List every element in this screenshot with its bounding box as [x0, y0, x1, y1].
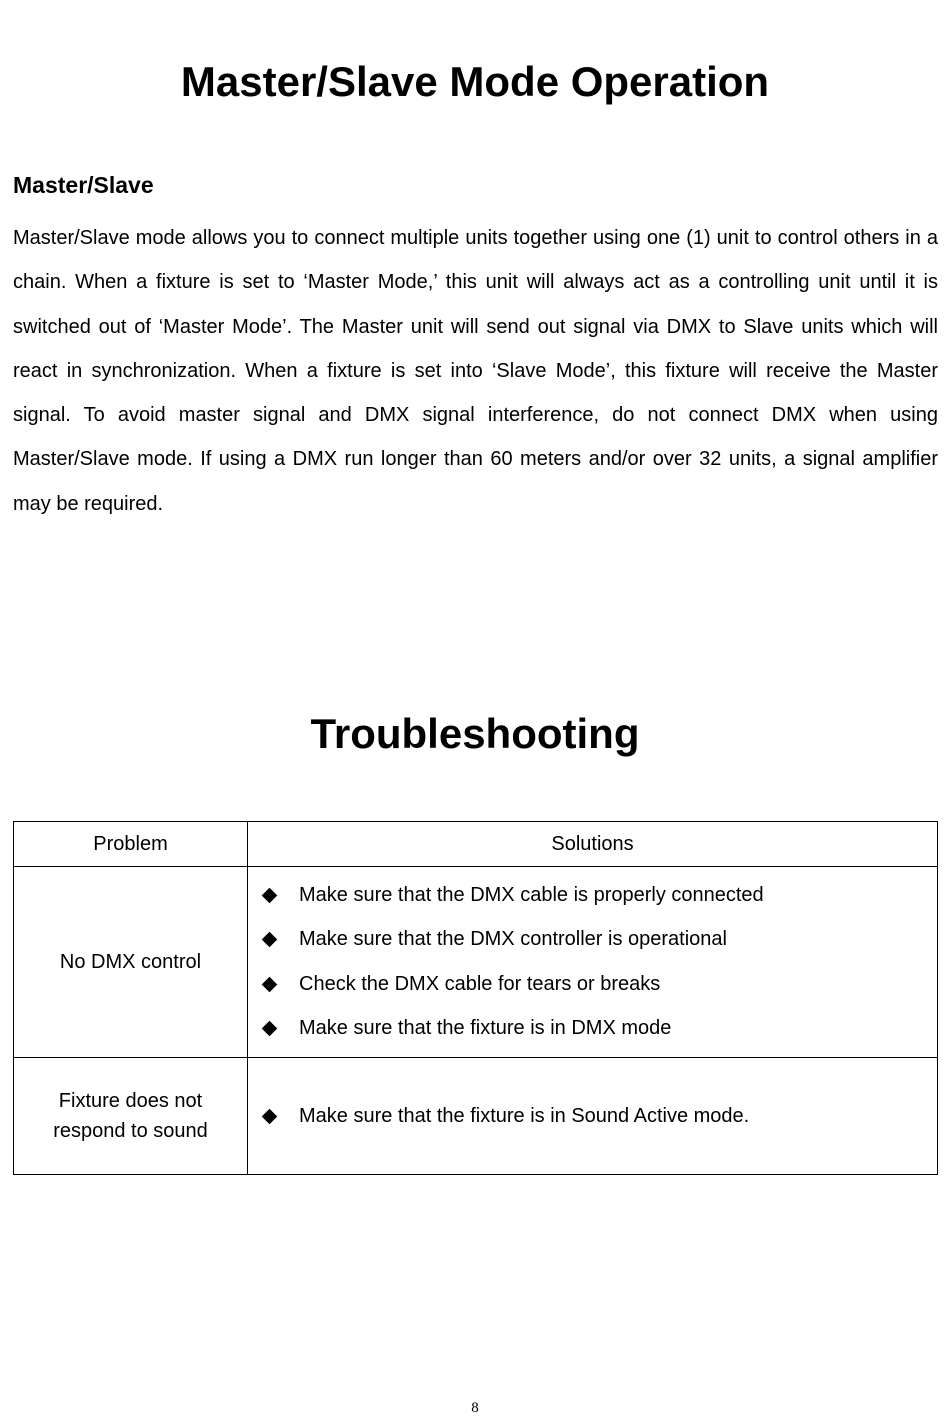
- troubleshooting-table: [13, 821, 938, 1175]
- diamond-bullet-icon: [262, 976, 278, 992]
- solution-text: Make sure that the fixture is in DMX mode: [299, 1017, 672, 1040]
- problem-text-line-1: Fixture does not: [58, 1090, 203, 1112]
- list-item: [260, 1094, 937, 1139]
- table-row: [14, 1058, 938, 1175]
- page-number: 8: [471, 1400, 479, 1416]
- solution-text: Check the DMX cable for tears or breaks: [299, 972, 661, 995]
- master-slave-paragraph: Master/Slave mode allows you to connect multiple units together using one (1) unit to control others in a chain. When a fixture is set to ‘Master Mode,’ this unit will always act as a controlling unit until it is switched out of ‘Master Mode’. The Master unit will send out signal via DMX to Slave units which will react in synchronization. When a fixture is set into ‘Slave Mode’, this fixture will receive the Master signal. To avoid master signal and DMX signal interference, do not connect DMX when using Master/Slave mode. If using a DMX run longer than 60 meters and/or over 32 units, a signal amplifier may be required.: [13, 227, 938, 515]
- list-item: [260, 962, 937, 1007]
- solutions-list: [248, 867, 937, 1057]
- table-header-row: [14, 822, 938, 867]
- problem-cell: [14, 867, 248, 1058]
- solutions-header: Solutions: [248, 822, 938, 867]
- diamond-bullet-icon: [262, 1108, 278, 1124]
- diamond-bullet-icon: [262, 932, 278, 948]
- problem-header: Problem: [14, 822, 248, 867]
- page-title: Master/Slave Mode Operation: [180, 58, 770, 105]
- diamond-bullet-icon: [262, 1021, 278, 1037]
- list-item: [260, 873, 937, 918]
- table-row: [14, 867, 938, 1058]
- solutions-cell: [248, 1058, 938, 1175]
- solutions-list: [248, 1088, 937, 1145]
- list-item: [260, 1007, 937, 1052]
- solution-text: Make sure that the DMX cable is properly connected: [299, 883, 764, 906]
- problem-text: No DMX control: [59, 951, 202, 973]
- troubleshooting-title: Troubleshooting: [310, 710, 640, 757]
- solution-text: Make sure that the DMX controller is operational: [299, 928, 727, 951]
- solutions-cell: [248, 867, 938, 1058]
- solution-text: Make sure that the fixture is in Sound Active mode.: [299, 1104, 750, 1127]
- diamond-bullet-icon: [262, 887, 278, 903]
- section-heading: Master/Slave: [13, 172, 154, 198]
- list-item: [260, 918, 937, 963]
- problem-text-line-2: respond to sound: [53, 1120, 208, 1142]
- problem-cell: [14, 1058, 248, 1175]
